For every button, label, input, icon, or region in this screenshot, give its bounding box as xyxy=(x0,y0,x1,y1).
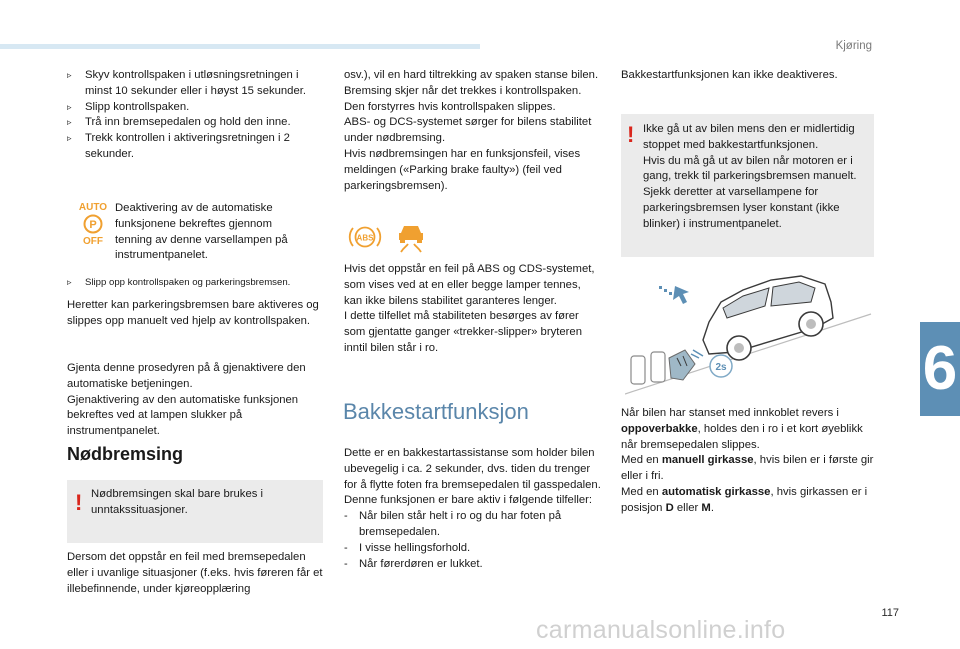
emergency-continued: osv.), vil en hard tiltrekking av spaken stanse bilen. Bremsing skjer når det trekkes i kontrollspaken. Den forstyrres hvis kontrollspaken slippes. ABS- og DCS-systemet sørger for bilens stabilitet under nødbremsing. Hvis nødbremsingen har en funksjonsfeil, vises meldingen («Parking brake faulty») (feil ved parkeringsbremsen). xyxy=(344,69,599,192)
warning-exclamation-icon: ! xyxy=(627,122,635,147)
case-item: - Når bilen står helt i ro og du har foten på bremsepedalen. xyxy=(344,510,562,538)
reverse-uphill-paragraph: Når bilen har stanset med innkoblet revers i oppoverbakke, holdes den i ro i et kort øyeblikk når bremsepedalen slippes. Med en manuell girkasse, hvis bilen er i første gir eller i fri. Med en automatisk girkasse, hvis girkassen er i posisjon D eller M. xyxy=(621,407,874,514)
pedals-icon xyxy=(631,350,703,384)
warning-box xyxy=(67,480,323,543)
arrow-bullet-icon: ▹ xyxy=(67,277,72,287)
skidding-car-lamp-icon xyxy=(393,220,429,254)
emergency-braking-heading: Nødbremsing xyxy=(67,444,184,464)
timer-label: 2s xyxy=(715,362,727,373)
hill-start-heading: Bakkestartfunksjon xyxy=(343,399,529,424)
warning-box xyxy=(621,114,874,257)
arrow-bullet-icon: ▹ xyxy=(67,133,72,144)
page-number: 117 xyxy=(881,607,899,619)
case-item: - I visse hellingsforhold. xyxy=(344,541,471,554)
reactivation-paragraph: Gjenta denne prosedyren på å gjenaktivere den automatiske betjeningen. Gjenaktivering av den automatiske funksjonen bekreftes ved at lampen slukker på instrumentpanelet. xyxy=(67,362,306,438)
case-item: - Når førerdøren er lukket. xyxy=(344,557,483,570)
auto-p-letter: P xyxy=(89,219,97,231)
manual-mode-paragraph: Heretter kan parkeringsbremsen bare aktiveres og slippes opp manuelt ved hjelp av kontrollspaken. xyxy=(67,299,319,327)
emergency-paragraph: Dersom det oppstår en feil med bremsepedalen eller i uvanlige situasjoner (f.eks. hvis føreren får et illebefinnende, under kjøreopplæring xyxy=(67,551,323,595)
arrow-bullet-icon: ▹ xyxy=(67,101,72,112)
step-item: ▹ Trå inn bremsepedalen og hold den inne. xyxy=(67,115,325,131)
step-item: ▹ Slipp kontrollspaken. xyxy=(67,100,325,116)
hill-start-paragraph: Dette er en bakkestartassistanse som holder bilen ubevegelig i ca. 2 sekunder, dvs. tiden du trenger for å flytte foten fra bremsepedalen til gasspedalen. Denne funksjonen er bare aktiv i følgende tilfeller: - Når bilen står helt i ro og du har foten på bremsepedalen. - I visse hellingsforhold. - Når førerdøren er lukket. xyxy=(344,446,606,572)
release-step: ▹ Slipp opp kontrollspaken og parkeringsbremsen. xyxy=(67,275,329,291)
abs-warning-lamp-icon xyxy=(347,222,383,252)
cannot-deactivate-text: Bakkestartfunksjonen kan ikke deaktiveres. xyxy=(621,69,838,81)
auto-label: AUTO xyxy=(78,202,108,213)
auto-p-off-icon xyxy=(76,200,110,246)
watermark: carmanualsonline.info xyxy=(536,616,786,644)
abs-label: ABS xyxy=(356,233,374,243)
warning-text: Nødbremsingen skal bare brukes i unntakssituasjoner. xyxy=(91,488,264,516)
chapter-number: 6 xyxy=(922,334,958,403)
top-accent-bar xyxy=(0,44,480,49)
auto-off-description: Deaktivering av de automatiske funksjonene bekreftes gjennom tenning av denne varsellampen på instrumentpanelet. xyxy=(115,202,288,262)
abs-failure-paragraph: Hvis det oppstår en feil på ABS og CDS-systemet, som vises ved at en eller begge lamper tennes, kan ikke bilens stabilitet garanteres lenger. I dette tilfellet må stabiliteten besørges av fører som gjentatte ganger «trekker-slipper» bryteren inntil bilen står i ro. xyxy=(344,263,595,354)
arrow-bullet-icon: ▹ xyxy=(67,70,72,80)
step-item: ▹ Trekk kontrollen i aktiveringsretningen i 2 sekunder. xyxy=(67,132,290,160)
hill-start-illustration xyxy=(625,262,873,400)
motion-arrow-icon xyxy=(659,286,689,304)
section-title: Kjøring xyxy=(835,40,872,52)
step-list xyxy=(67,68,325,163)
arrow-bullet-icon: ▹ xyxy=(67,117,72,128)
warning-exclamation-icon: ! xyxy=(75,490,83,515)
step-item: ▹ Skyv kontrollspaken i utløsningsretningen i minst 10 sekunder eller i høyst 15 sekunder. xyxy=(67,69,307,97)
warning-text: Ikke gå ut av bilen mens den er midlertidig stoppet med bakkestartfunksjonen. Hvis du må gå ut av bilen når motoren er i gang, trekk til parkeringsbremsen manuelt. Sjekk deretter at varsellampene for parkeringsbremsen lyser konstant (ikke blinker) i instrumentpanelet. xyxy=(643,123,857,230)
off-label: OFF xyxy=(83,236,103,246)
